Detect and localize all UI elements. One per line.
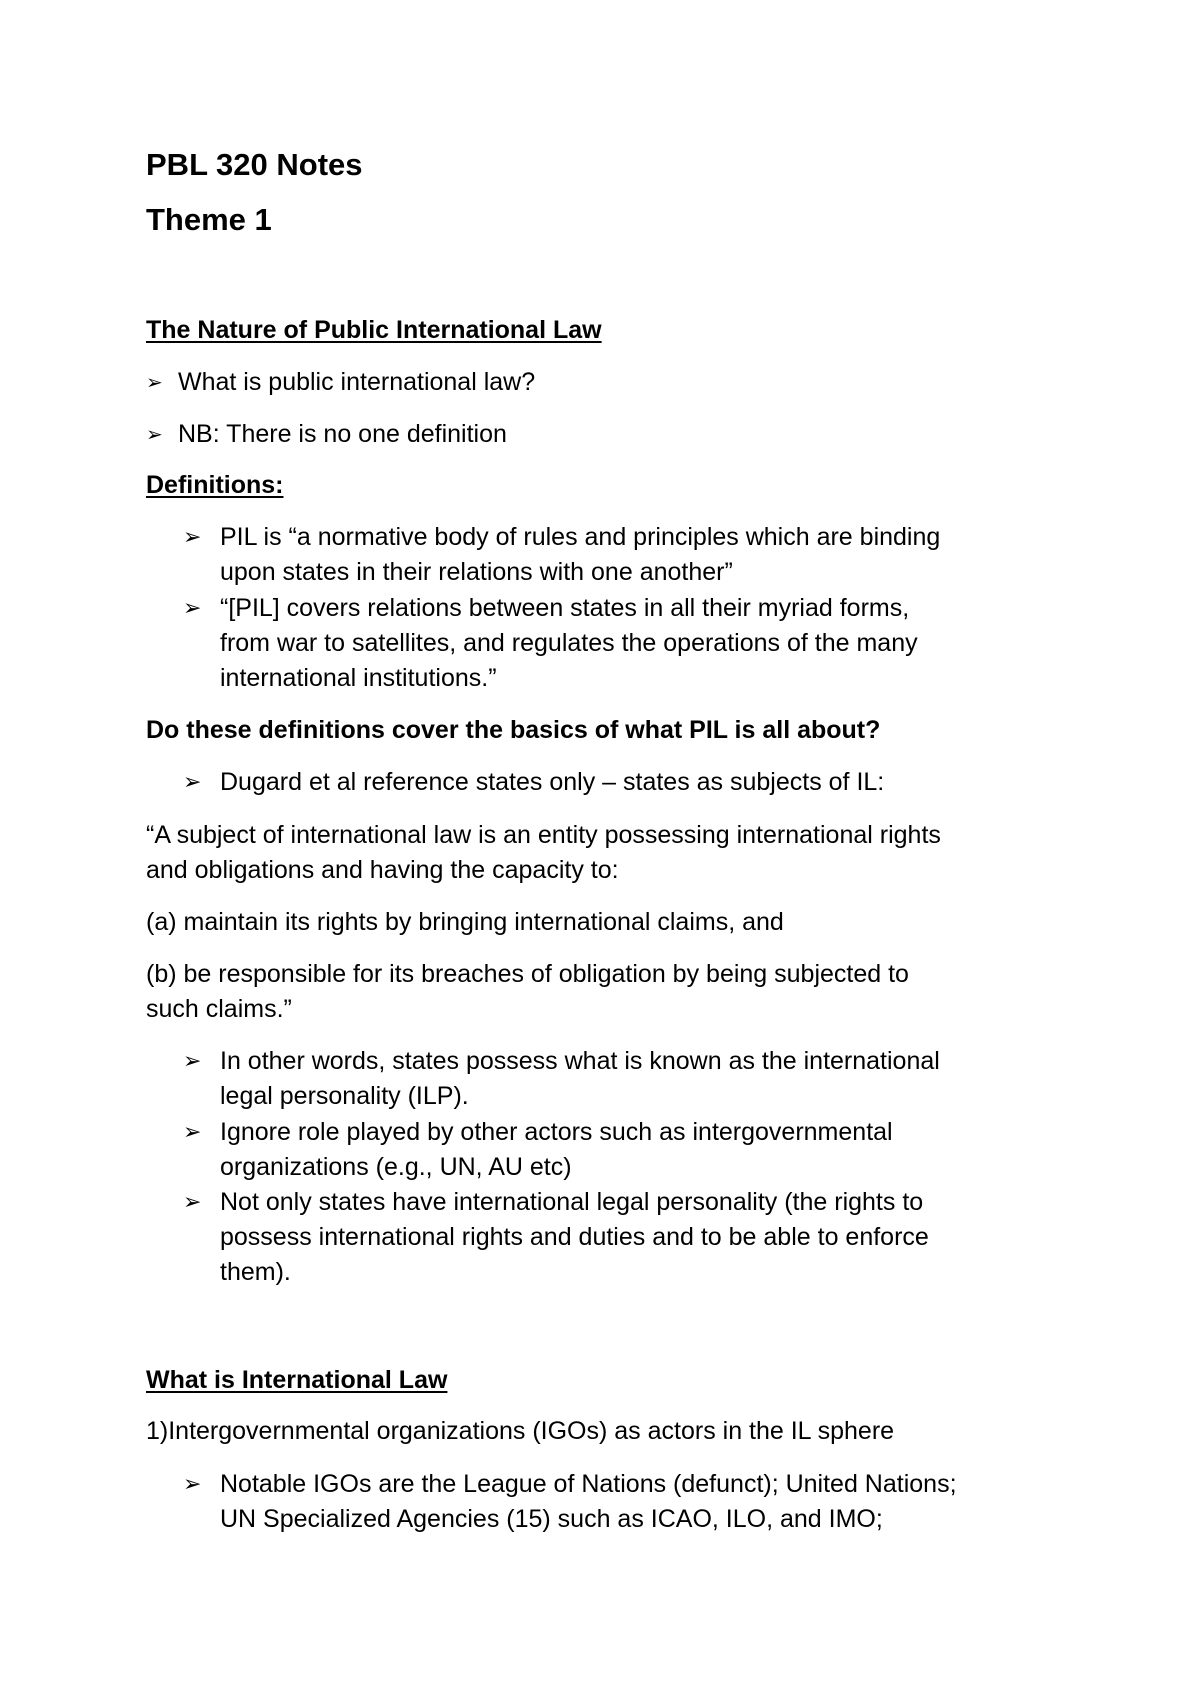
- point-b-line: such claims.”: [146, 995, 292, 1023]
- definition-line: PIL is “a normative body of rules and principles which are binding: [220, 523, 941, 551]
- arrow-bullet-icon: ➢: [183, 1120, 202, 1145]
- bullet-line: Ignore role played by other actors such as intergovernmental: [220, 1118, 893, 1146]
- arrow-bullet-icon: ➢: [183, 525, 202, 550]
- document-title: PBL 320 Notes: [146, 147, 363, 182]
- definition-line: “[PIL] covers relations between states in all their myriad forms,: [220, 594, 910, 622]
- bullet-line: legal personality (ILP).: [220, 1082, 469, 1110]
- arrow-bullet-icon: ➢: [183, 770, 202, 795]
- list-item: What is public international law?: [178, 368, 536, 396]
- question-heading: Do these definitions cover the basics of what PIL is all about?: [146, 716, 881, 744]
- arrow-bullet-icon: ➢: [183, 1472, 202, 1497]
- numbered-item: 1)Intergovernmental organizations (IGOs) as actors in the IL sphere: [146, 1417, 895, 1445]
- section1-heading: The Nature of Public International Law: [146, 316, 602, 344]
- bullet-line: Not only states have international legal personality (the rights to: [220, 1188, 924, 1216]
- arrow-bullet-icon: ➢: [146, 370, 163, 394]
- bullet-line: Notable IGOs are the League of Nations (defunct); United Nations;: [220, 1470, 957, 1498]
- section2-heading: What is International Law: [146, 1366, 448, 1394]
- definition-line: international institutions.”: [220, 664, 497, 692]
- list-item: Dugard et al reference states only – states as subjects of IL:: [220, 768, 885, 796]
- arrow-bullet-icon: ➢: [146, 422, 163, 446]
- definition-line: from war to satellites, and regulates the operations of the many: [220, 629, 918, 657]
- bullet-line: UN Specialized Agencies (15) such as ICAO, ILO, and IMO;: [220, 1505, 883, 1533]
- bullet-line: possess international rights and duties and to be able to enforce: [220, 1223, 929, 1251]
- quote-line: “A subject of international law is an entity possessing international rights: [146, 821, 941, 849]
- quote-line: and obligations and having the capacity to:: [146, 856, 619, 884]
- point-b-line: (b) be responsible for its breaches of obligation by being subjected to: [146, 960, 909, 988]
- document-subtitle: Theme 1: [146, 202, 272, 237]
- definitions-heading: Definitions:: [146, 471, 284, 499]
- bullet-line: organizations (e.g., UN, AU etc): [220, 1153, 572, 1181]
- definition-line: upon states in their relations with one another”: [220, 558, 733, 586]
- arrow-bullet-icon: ➢: [183, 1049, 202, 1074]
- bullet-line: them).: [220, 1258, 291, 1286]
- arrow-bullet-icon: ➢: [183, 1190, 202, 1215]
- list-item: NB: There is no one definition: [178, 420, 507, 448]
- arrow-bullet-icon: ➢: [183, 596, 202, 621]
- point-a: (a) maintain its rights by bringing international claims, and: [146, 908, 784, 936]
- bullet-line: In other words, states possess what is known as the international: [220, 1047, 940, 1075]
